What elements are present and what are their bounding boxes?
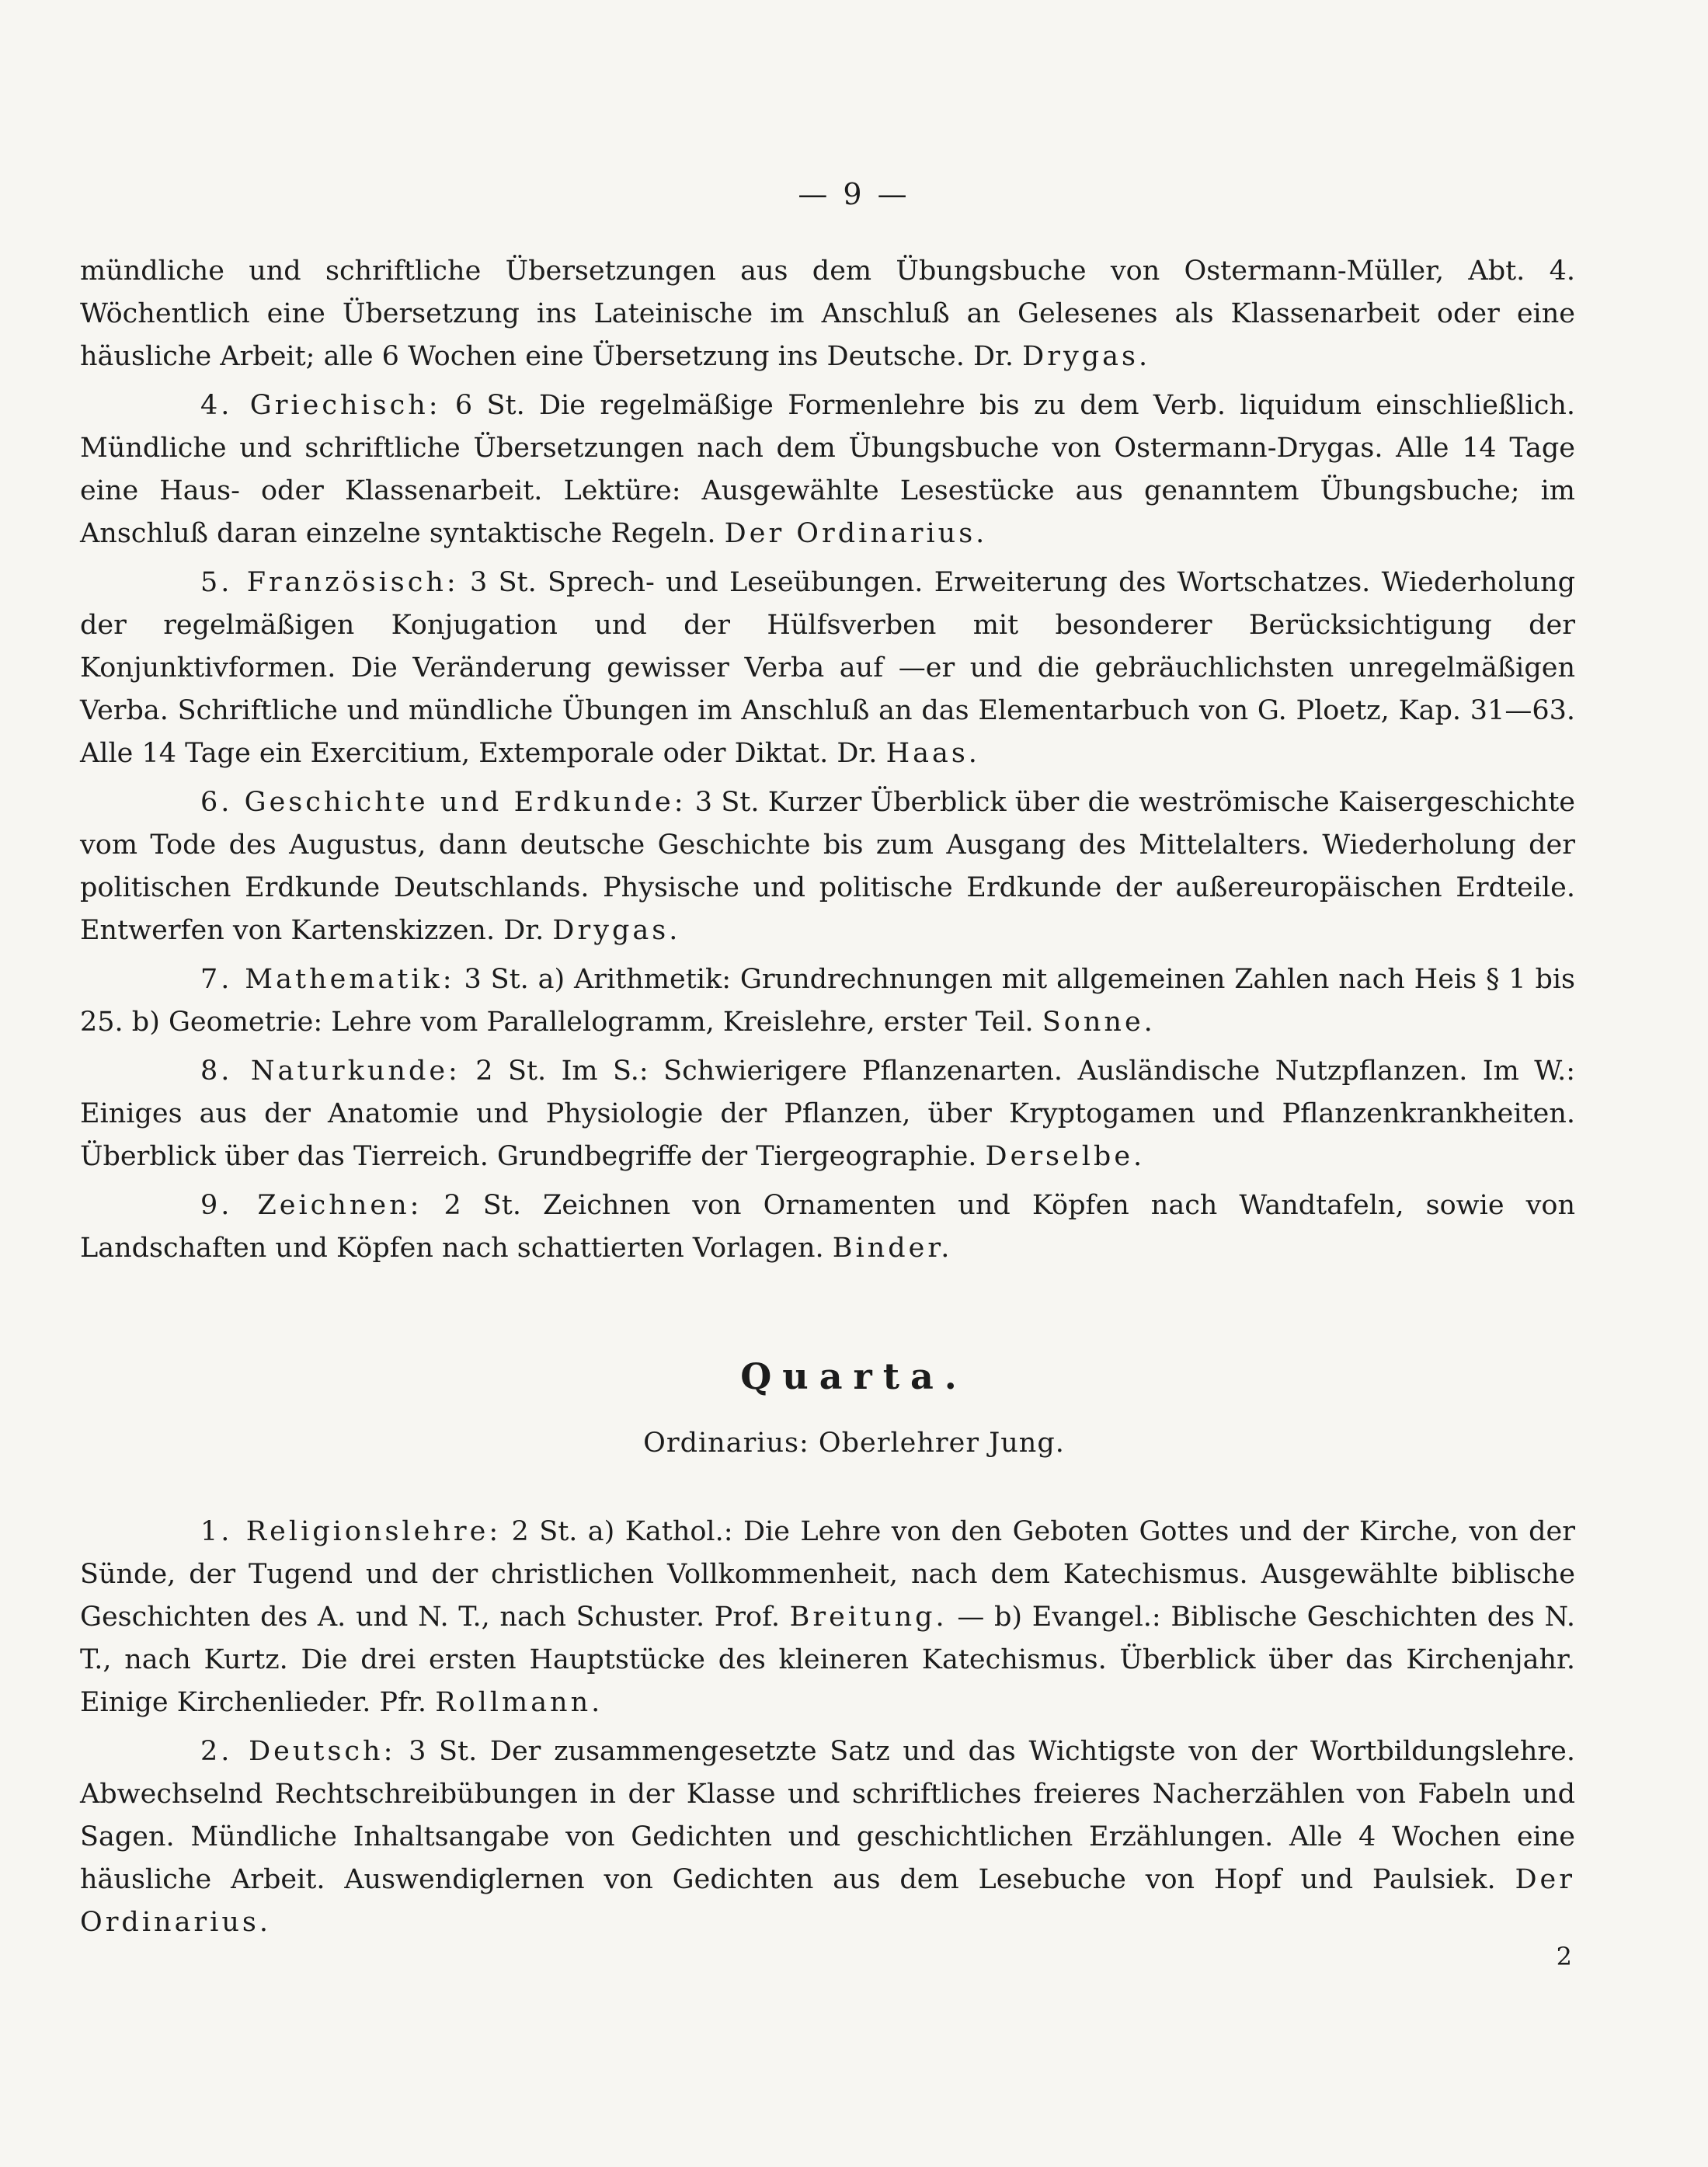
paragraph-mathematics: 7. Mathematik: 3 St. a) Arithmetik: Grundrechnungen mit allgemeinen Zahlen nach Heis § 1 bis 25. b) Geometrie: Lehre vom Parallelogramm, Kreislehre, erster Teil. Sonne.	[80, 964, 1576, 1038]
paragraph-french: 5. Französisch: 3 St. Sprech- und Leseübungen. Erweiterung des Wortschatzes. Wiederholung der regelmäßigen Konjugation und der Hülfsverben mit besonderer Berücksichtigung der Konjunktivformen. Die Veränderung gewisser Verba auf —er und die gebräuchlichsten unregelmäßigen Verba. Schriftliche und mündliche Übungen im Anschluß an das Elementarbuch von G. Ploetz, Kap. 31—63. Alle 14 Tage ein Exercitium, Extemporale oder Diktat. Dr. Haas.	[80, 567, 1575, 769]
tertia-curriculum	[80, 250, 1575, 1276]
paragraph-religion: 1. Religionslehre: 2 St. a) Kathol.: Die Lehre von den Geboten Gottes und der Kirche, von der Sünde, der Tugend und der christlichen Vollkommenheit, nach dem Katechismus. Ausgewählte biblische Geschichten des A. und N. T., nach Schuster. Prof. Breitung. — b) Evangel.: Biblische Geschichten des N. T., nach Kurtz. Die drei ersten Hauptstücke des kleineren Katechismus. Überblick über das Kirchenjahr. Einige Kirchenlieder. Pfr. Rollmann.	[80, 1516, 1575, 1718]
subject-heading: 2. Deutsch:	[200, 1736, 396, 1767]
paragraph-latin-continued: mündliche und schriftliche Übersetzungen aus dem Übungsbuche von Ostermann-Müller, Abt. 4. Wöchentlich eine Übersetzung ins Lateinische im Anschluß an Gelesenes als Klassenarbeit oder eine häusliche Arbeit; alle 6 Wochen eine Übersetzung ins Deutsche. Dr. Drygas.	[80, 256, 1575, 372]
subject-heading: 8. Naturkunde:	[200, 1056, 461, 1087]
subject-heading: 5. Französisch:	[200, 567, 459, 598]
subject-heading: 9. Zeichnen:	[200, 1190, 423, 1221]
subject-heading: 1. Religionslehre:	[200, 1516, 502, 1547]
ordinarius-line: Ordinarius: Oberlehrer Jung.	[643, 1428, 1065, 1459]
teacher-name: Der Ordinarius.	[80, 1864, 1575, 1938]
paragraph-greek: 4. Griechisch: 6 St. Die regelmäßige Formenlehre bis zu dem Verb. liquidum einschließlich. Mündliche und schriftliche Übersetzungen nach dem Übungsbuche von Ostermann-Drygas. Alle 14 Tage eine Haus- oder Klassenarbeit. Lektüre: Ausgewählte Lesestücke aus genanntem Übungsbuche; im Anschluß daran einzelne syntaktische Regeln. Der Ordinarius.	[80, 390, 1576, 549]
teacher-name: Haas.	[885, 738, 980, 769]
teacher-name: Derselbe.	[985, 1141, 1146, 1172]
teacher-name: Sonne.	[1042, 1007, 1156, 1038]
paragraph-natural-science: 8. Naturkunde: 2 St. Im S.: Schwierigere Pflanzenarten. Ausländische Nutzpflanzen. Im W.: Einiges aus der Anatomie und Physiologie der Pflanzen, über Kryptogamen und Pflanzenkrankheiten. Überblick über das Tierreich. Grundbegriffe der Tiergeographie. Derselbe.	[80, 1056, 1575, 1172]
teacher-name: Rollmann.	[435, 1687, 604, 1718]
paragraph-german: 2. Deutsch: 3 St. Der zusammengesetzte Satz und das Wichtigste von der Wortbildungslehre. Abwechselnd Rechtschreibübungen in der Klasse und schriftliches freieres Nacherzählen von Fabeln und Sagen. Mündliche Inhaltsangabe von Gedichten und geschichtlichen Erzählungen. Alle 4 Wochen eine häusliche Arbeit. Auswendiglernen von Gedichten aus dem Lesebuche von Hopf und Paulsiek. Der Ordinarius.	[80, 1736, 1576, 1938]
teacher-name: Binder.	[832, 1233, 953, 1264]
subject-heading: 7. Mathematik:	[200, 964, 455, 995]
paragraph-history-geography: 6. Geschichte und Erdkunde: 3 St. Kurzer Überblick über die weströmische Kaisergeschichte vom Tode des Augustus, dann deutsche Geschichte bis zum Ausgang des Mittelalters. Wiederholung der politischen Erdkunde Deutschlands. Physische und politische Erdkunde der außereuropäischen Erdteile. Entwerfen von Kartenskizzen. Dr. Drygas.	[80, 787, 1575, 946]
quarta-curriculum	[80, 1511, 1575, 1950]
subject-heading: 4. Griechisch:	[200, 390, 441, 421]
paragraph-drawing: 9. Zeichnen: 2 St. Zeichnen von Ornamenten und Köpfen nach Wandtafeln, sowie von Landschaften und Köpfen nach schattierten Vorlagen. Binder.	[80, 1190, 1575, 1264]
signature-mark: 2	[1556, 1942, 1572, 1971]
subject-heading: 6. Geschichte und Erdkunde:	[200, 787, 687, 818]
teacher-name: Der Ordinarius.	[724, 518, 988, 549]
page-number: — 9 —	[798, 177, 910, 211]
teacher-name: Drygas.	[552, 915, 681, 946]
section-title-quarta: Quarta.	[740, 1355, 968, 1397]
teacher-name: Breitung.	[789, 1602, 948, 1633]
teacher-name: Drygas.	[1022, 341, 1151, 372]
